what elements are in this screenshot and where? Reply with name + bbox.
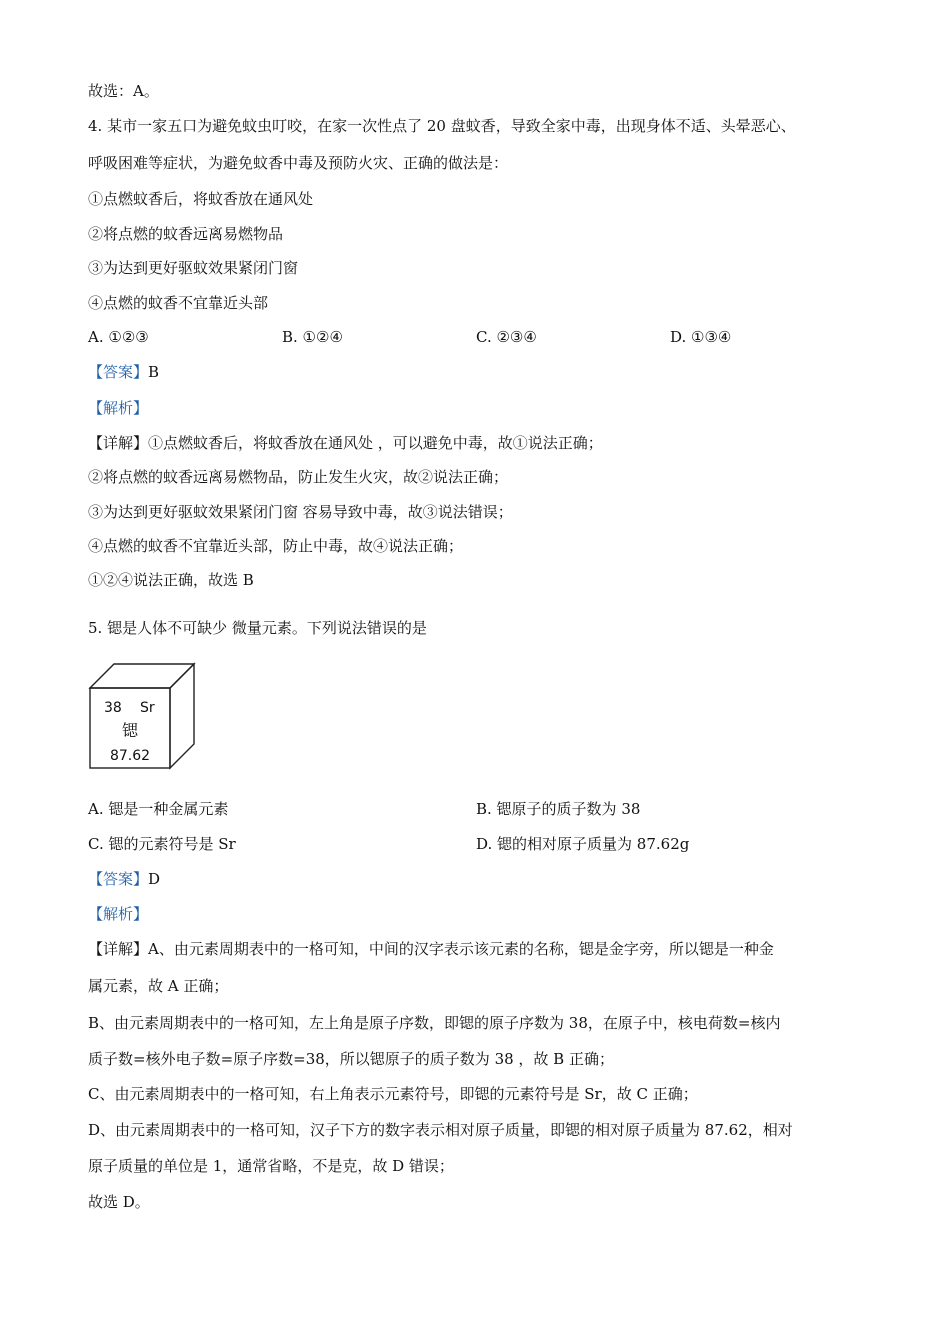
- q5-detail-line8: 故选 D。: [88, 1193, 150, 1211]
- q4-item-4: ④点燃的蚊香不宜靠近头部: [88, 294, 269, 312]
- q5-stem: 5. 锶是人体不可缺少 微量元素。下列说法错误的是: [88, 619, 427, 637]
- q5-detail-line5: C、由元素周期表中的一格可知，右上角表示元素符号，即锶的元素符号是 Sr，故 C 正确；: [88, 1085, 698, 1103]
- q5-detail-line4: 质子数=核外电子数=原子序数=38，所以锶原子的质子数为 38 ，故 B 正确；: [88, 1050, 614, 1068]
- element-symbol: Sr: [140, 700, 155, 716]
- q5-answer-value: D: [148, 870, 161, 888]
- detail-tag: 【详解】: [88, 434, 149, 452]
- q5-detail-line1: [88, 939, 774, 959]
- q5-answer: [88, 869, 160, 889]
- q4-detail-line2: ②将点燃的蚊香远离易燃物品，防止发生火灾，故②说法正确；: [88, 468, 509, 486]
- answer-tag: 【答案】: [88, 363, 149, 381]
- q4-answer: [88, 362, 159, 382]
- q4-item-1: ①点燃蚊香后，将蚊香放在通风处: [88, 190, 314, 208]
- q4-detail-line4: ④点燃的蚊香不宜靠近头部，防止中毒，故④说法正确；: [88, 537, 464, 555]
- element-mass: 87.62: [109, 748, 151, 764]
- q4-option-b: B. ①②④: [282, 328, 343, 346]
- q4-detail-line3: ③为达到更好驱蚊效果紧闭门窗 容易导致中毒，故③说法错误；: [88, 503, 513, 521]
- detail-tag: 【详解】: [88, 940, 149, 958]
- element-name: 锶: [121, 721, 139, 740]
- q5-detail-line6: D、由元素周期表中的一格可知，汉子下方的数字表示相对原子质量，即锶的相对原子质量为 87.62，相对: [88, 1121, 793, 1139]
- q4-detail-line1: [88, 433, 603, 453]
- q5-option-d: D. 锶的相对原子质量为 87.62g: [476, 835, 690, 853]
- q4-detail-line5: ①②④说法正确，故选 B: [88, 571, 254, 589]
- q5-option-b: B. 锶原子的质子数为 38: [476, 800, 641, 818]
- q4-stem-line1: 4. 某市一家五口为避免蚊虫叮咬，在家一次性点了 20 盘蚊香，导致全家中毒，出现身体不适、头晕恶心、: [88, 117, 796, 135]
- answer-tag: 【答案】: [88, 870, 149, 888]
- q5-option-c: C. 锶的元素符号是 Sr: [88, 835, 236, 853]
- q4-analysis-tag: 【解析】: [88, 399, 149, 417]
- prev-conclusion: 故选：A。: [88, 82, 159, 100]
- q5-detail-line3: B、由元素周期表中的一格可知，左上角是原子序数，即锶的原子序数为 38，在原子中，核电荷数=核内: [88, 1014, 781, 1032]
- q4-option-d: D. ①③④: [670, 328, 732, 346]
- q5-analysis-tag: 【解析】: [88, 905, 149, 923]
- q4-option-c: C. ②③④: [476, 328, 537, 346]
- q4-item-2: ②将点燃的蚊香远离易燃物品: [88, 225, 284, 243]
- q5-detail-line7: 原子质量的单位是 1，通常省略，不是克，故 D 错误；: [88, 1157, 454, 1175]
- q4-item-3: ③为达到更好驱蚊效果紧闭门窗: [88, 259, 299, 277]
- q4-detail-first: ①点燃蚊香后，将蚊香放在通风处 ，可以避免中毒，故①说法正确；: [148, 434, 603, 452]
- element-number: 38: [104, 700, 122, 716]
- q5-detail-first: A、由元素周期表中的一格可知，中间的汉字表示该元素的名称，锶是金字旁，所以锶是一种金: [148, 940, 774, 958]
- q5-detail-line2: 属元素，故 A 正确；: [88, 977, 229, 995]
- q5-option-a: A. 锶是一种金属元素: [88, 800, 229, 818]
- periodic-table-cell: [88, 662, 196, 770]
- q4-answer-value: B: [148, 363, 160, 381]
- q4-option-a: A. ①②③: [88, 328, 149, 346]
- q4-stem-line2: 呼吸困难等症状，为避免蚊香中毒及预防火灾、正确的做法是：: [88, 154, 509, 172]
